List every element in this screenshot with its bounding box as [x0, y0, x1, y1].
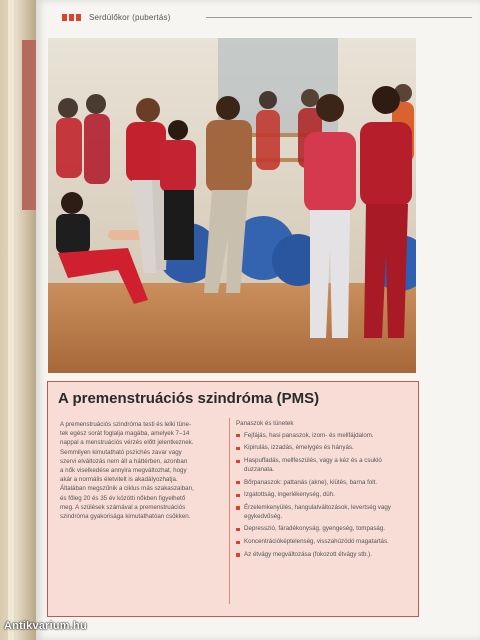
spine-edge	[8, 0, 14, 640]
intro-line: Általában megszűnik a ciklus más szakaszaiban,	[60, 485, 194, 493]
symptom-item: Fejfájás, hasi panaszok, izom- és mellfájdalom.	[236, 432, 412, 441]
symptoms-list	[236, 420, 412, 564]
intro-line: szindróma gyakorisága kimutathatóan csökken.	[60, 513, 191, 521]
group-exercise-photo	[48, 38, 416, 373]
intro-line: akár a normális életvitelt is akadályozhatja.	[60, 476, 178, 484]
intro-line: A premenstruációs szindróma testi és lelki tüne-	[60, 421, 192, 428]
intro-line: Semmilyen kimutatható pszichés zavar vagy	[60, 448, 182, 456]
intro-line: meg. A szülések számával a premenstruációs	[60, 503, 186, 511]
girl-dark-red	[160, 120, 196, 260]
symptom-item: Az étvágy megváltozása (fokozott étvágy stb.).	[236, 551, 412, 560]
running-title: Serdülőkor (pubertás)	[89, 12, 171, 22]
symptom-item: Koncentrációképtelenség, visszahúzódó magatartás.	[236, 538, 412, 547]
watermark: Antikvarium.hu	[4, 620, 87, 632]
intro-paragraph	[60, 420, 222, 521]
symptom-item: Kipirulás, izzadás, émelygés és hányás.	[236, 444, 412, 453]
symptom-item: Haspuffadás, mellfeszülés, vagy a kéz és a csukló duzzanata.	[236, 457, 412, 474]
symptoms-heading: Panaszok és tünetek	[236, 420, 294, 427]
symptom-item: Bőrpanaszok: pattanás (akne), kiütés, barna folt.	[236, 479, 412, 488]
box-title: A premenstruációs szindróma (PMS)	[58, 390, 320, 407]
header-rule	[206, 17, 472, 18]
intro-line: a nők viselkedése annyira megváltozhat, hogy	[60, 467, 187, 475]
column-divider	[229, 418, 230, 604]
intro-line: tek egész sorát foglalja magába, amelyek 7–14	[60, 430, 190, 438]
intro-line: és főleg 20 és 35 év közötti nőkben figyelhető	[60, 494, 186, 502]
photo-illustration	[48, 38, 416, 373]
book-spine	[0, 0, 36, 640]
gym-floor	[48, 283, 416, 373]
intro-line: nappal a menstruációs vérzés előtt jelentkeznek.	[60, 439, 194, 447]
pms-info-box	[47, 381, 419, 617]
section-mark-icon	[62, 14, 81, 21]
symptom-item: Depresszió, fáradékonyság, gyengeség, tompaság.	[236, 525, 412, 534]
spine-red-band	[22, 40, 36, 210]
symptom-item: Izgatottság, ingerlékenység, düh.	[236, 491, 412, 500]
page-header	[62, 10, 171, 24]
intro-line: szervi elváltozás nem áll a háttérben, azonban	[60, 457, 188, 465]
symptom-item: Érzelemkenyülés, hangulatváltozások, levertség vagy egykedvűség.	[236, 504, 412, 521]
